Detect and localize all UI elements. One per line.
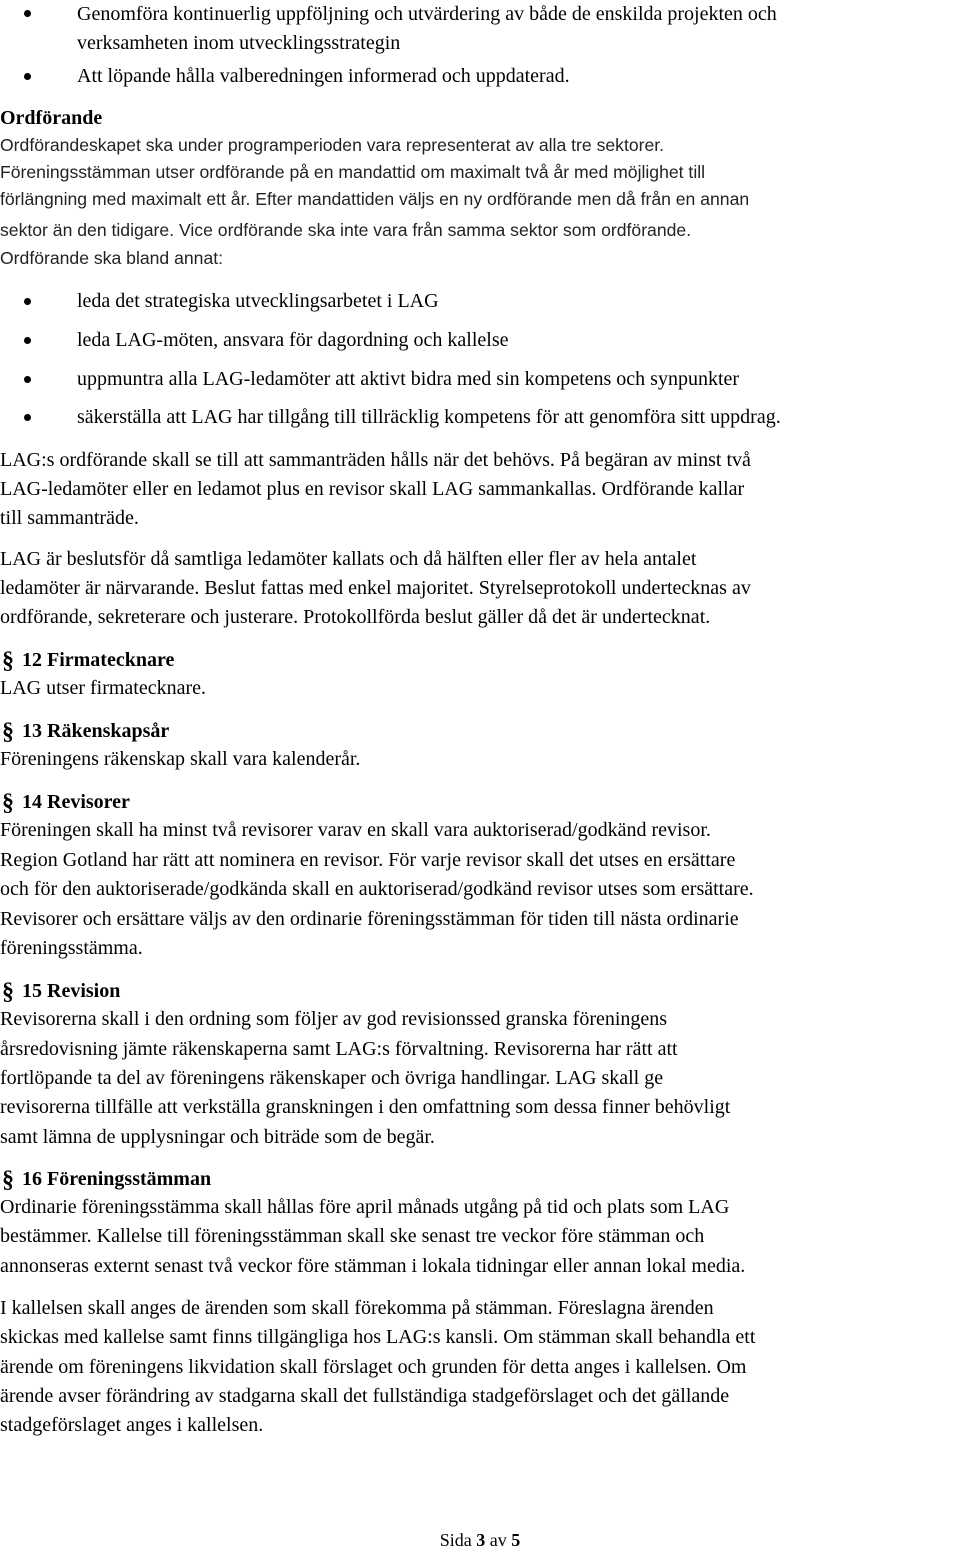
paragraph-line: Revisorerna skall i den ordning som följer av god revisionssed granska föreningens — [0, 1008, 668, 1030]
page-number: 3 — [476, 1530, 486, 1550]
list-item-text: Genomföra kontinuerlig uppföljning och utvärdering av både de enskilda projekten och — [77, 3, 777, 25]
list-item-text: Att löpande hålla valberedningen informerad och uppdaterad. — [77, 65, 570, 87]
section-sign-icon — [0, 787, 22, 817]
text-span: Vice ordförande ska inte vara från samma sektor som ordförande. — [178, 220, 692, 240]
page-total: 5 — [511, 1530, 521, 1550]
bullet-icon — [24, 337, 31, 344]
section-sign-icon — [0, 716, 22, 746]
ordforande-heading: Ordförande — [0, 107, 103, 129]
paragraph-line: LAG är beslutsför då samtliga ledamöter kallats och då hälften eller fler av hela antalet — [0, 548, 697, 570]
section-title: 13 Räkenskapsår — [22, 720, 170, 742]
section-title: 14 Revisorer — [22, 791, 130, 813]
paragraph-line: föreningsstämma. — [0, 937, 143, 959]
paragraph-line: I kallelsen skall anges de ärenden som skall förekomma på stämman. Föreslagna ärenden — [0, 1297, 714, 1319]
paragraph-line: ledamöter är närvarande. Beslut fattas med enkel majoritet. Styrelseprotokoll undertecknas av — [0, 577, 751, 599]
text-span: förlängning med maximalt ett år. — [0, 189, 251, 209]
svg-text:§: § — [2, 1167, 14, 1193]
svg-text:§: § — [2, 979, 14, 1005]
text-span: sektor än den tidigare. — [0, 220, 175, 240]
footer-prefix: Sida — [439, 1530, 472, 1550]
paragraph-line: LAG utser firmatecknare. — [0, 677, 207, 699]
footer-middle: av — [489, 1530, 507, 1550]
section-title: 12 Firmatecknare — [22, 649, 175, 671]
paragraph-line: ordförande, sekreterare och justerare. Protokollförda beslut gäller då det är undertecknat. — [0, 606, 711, 628]
paragraph-line: LAG:s ordförande skall se till att sammanträden hålls när det behövs. På begäran av minst två — [0, 449, 751, 471]
paragraph-line: annonseras externt senast två veckor före stämman i lokala tidningar eller annan lokal media. — [0, 1255, 746, 1277]
paragraph-line: stadgeförslaget anges i kallelsen. — [0, 1414, 264, 1436]
svg-text:§: § — [2, 790, 14, 816]
paragraph-line: LAG-ledamöter eller en ledamot plus en revisor skall LAG sammankallas. Ordförande kallar — [0, 478, 745, 500]
section-title: 16 Föreningsstämman — [22, 1168, 212, 1190]
paragraph-line: Föreningens räkenskap skall vara kalenderår. — [0, 748, 361, 770]
paragraph-line: till sammanträde. — [0, 507, 139, 529]
section-sign-icon — [0, 645, 22, 675]
paragraph-line: skickas med kallelse samt finns tillgängliga hos LAG:s kansli. Om stämman skall behandla ett — [0, 1326, 756, 1348]
svg-text:§: § — [2, 719, 14, 745]
paragraph-line: Revisorer och ersättare väljs av den ordinarie föreningsstämman för tiden till nästa ordinarie — [0, 908, 739, 930]
list-item-text: verksamheten inom utvecklingsstrategin — [77, 32, 401, 54]
text-span: Efter mandattiden väljs en ny ordförande men då från en annan — [255, 189, 750, 209]
paragraph-line: Ordinarie föreningsstämma skall hållas före april månads utgång på tid och plats som LAG — [0, 1196, 730, 1218]
paragraph-line — [0, 217, 960, 243]
paragraph-line: årsredovisning jämte räkenskaperna samt LAG:s förvaltning. Revisorerna har rätt att — [0, 1038, 678, 1060]
paragraph-line: bestämmer. Kallelse till föreningsstämman skall ske senast tre veckor före stämman och — [0, 1225, 705, 1247]
paragraph-line: ärende om föreningens likvidation skall förslaget och grunden för detta anges i kallelsen. Om — [0, 1356, 747, 1378]
svg-text:§: § — [2, 648, 14, 674]
list-item-text: leda LAG-möten, ansvara för dagordning och kallelse — [77, 329, 509, 351]
paragraph-line — [0, 186, 960, 212]
list-item-text: uppmuntra alla LAG-ledamöter att aktivt bidra med sin kompetens och synpunkter — [77, 368, 740, 390]
list-item-text: leda det strategiska utvecklingsarbetet i LAG — [77, 290, 439, 312]
paragraph-line: Föreningen skall ha minst två revisorer varav en skall vara auktoriserad/godkänd revisor. — [0, 819, 711, 841]
paragraph-line: och för den auktoriserade/godkända skall en auktoriserad/godkänd revisor utses som ersättare. — [0, 878, 754, 900]
paragraph-line: Ordförandeskapet ska under programperioden vara representerat av alla tre sektorer. — [0, 135, 665, 155]
page-footer — [0, 1528, 960, 1552]
paragraph-line: ärende avser förändring av stadgarna skall det fullständiga stadgeförslaget och det gällande — [0, 1385, 730, 1407]
bullet-icon — [24, 414, 31, 421]
bullet-icon — [24, 298, 31, 305]
list-item-text: säkerställa att LAG har tillgång till tillräcklig kompetens för att genomföra sitt uppdrag. — [77, 406, 781, 428]
paragraph-line: Ordförande ska bland annat: — [0, 248, 224, 268]
paragraph-line: revisorerna tillfälle att verkställa granskningen i den omfattning som dessa finner behövligt — [0, 1096, 731, 1118]
paragraph-line: fortlöpande ta del av föreningens räkenskaper och övriga handlingar. LAG skall ge — [0, 1067, 664, 1089]
section-sign-icon — [0, 1164, 22, 1194]
bullet-icon — [24, 376, 31, 383]
section-title: 15 Revision — [22, 980, 121, 1002]
paragraph-line: samt lämna de upplysningar och biträde som de begär. — [0, 1126, 435, 1148]
paragraph-line: Region Gotland har rätt att nominera en revisor. För varje revisor skall det utses en ersättare — [0, 849, 736, 871]
bullet-icon — [24, 73, 31, 80]
paragraph-line: Föreningsstämman utser ordförande på en mandattid om maximalt två år med möjlighet till — [0, 162, 706, 182]
section-sign-icon — [0, 976, 22, 1006]
bullet-icon — [24, 10, 31, 17]
